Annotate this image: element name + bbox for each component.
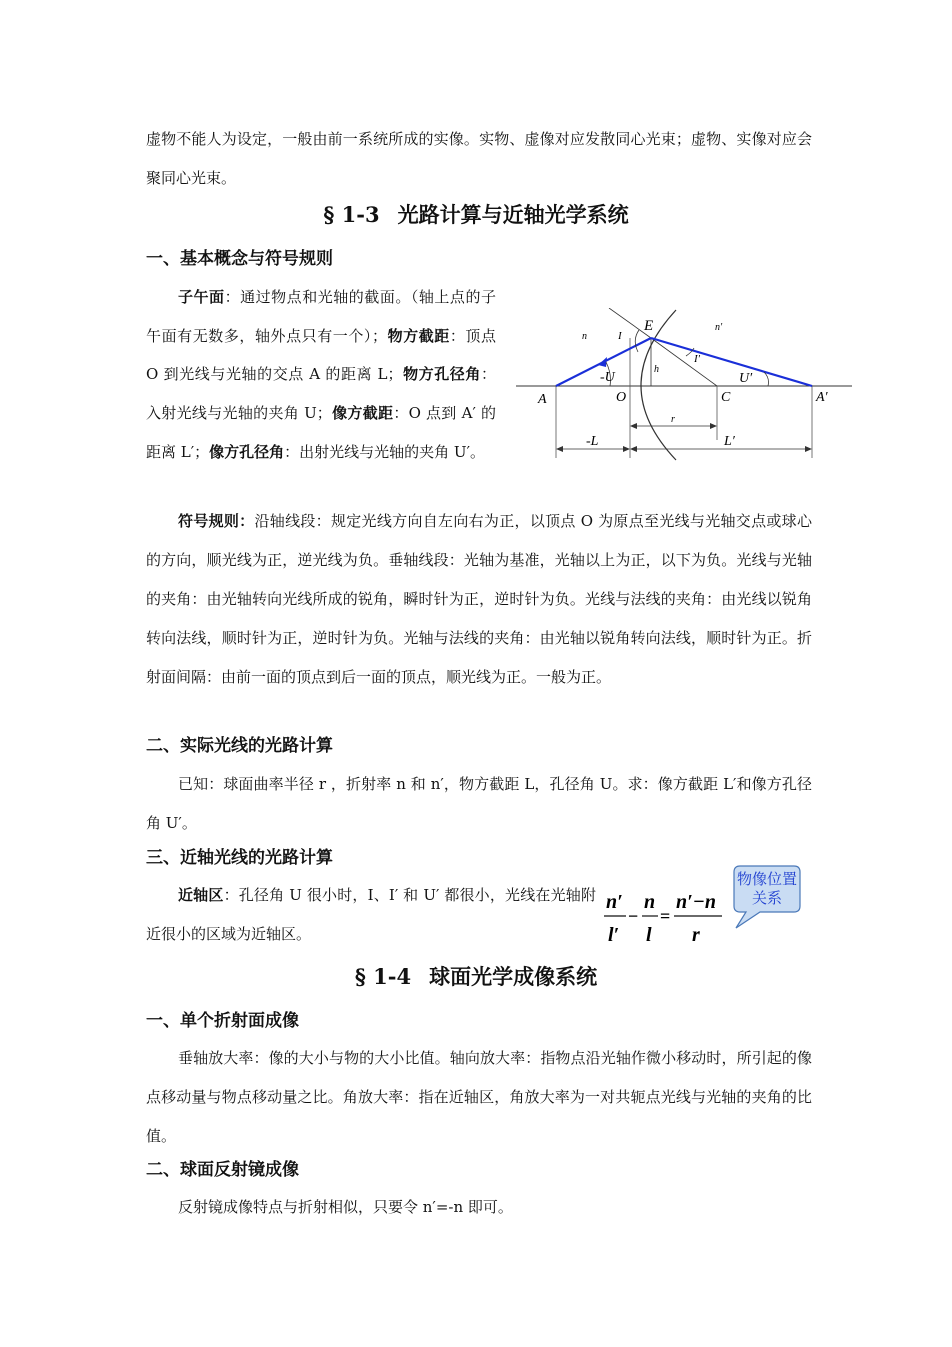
label-U-prime: U′ [739,371,753,386]
label-minus-U: -U [600,370,615,385]
definitions-paragraph [146,278,496,472]
section-1-3-heading [0,200,952,230]
term-object-distance: 物方截距 [387,326,450,345]
intro-paragraph: 虚物不能人为设定，一般由前一系统所成的实像。实物、虚像对应发散同心光束；虚物、实像对应会聚同心光束。 [146,130,812,187]
label-A: A [538,392,547,407]
object-image-formula [598,886,728,948]
sign-rules-text: 沿轴线段：规定光线方向自左向右为正，以顶点 O 为原点至光线与光轴交点或球心的方向，顺光线为正，逆光线为负。垂轴线段：光轴为基准，光轴以上为正，以下为负。光线与光轴的夹角：由光轴转向光线所成的锐角，瞬时针为正，逆时针为负。光线与法线的夹角：由光线以锐角转向法线，顺时针为正，逆时针为负。光轴与法线的夹角：由光轴以锐角转向法线，顺时针为正。折射面间隔：由前一面的顶点到后一面的顶点，顺光线为正。一般为正。 [146,512,812,686]
formula-denominator-3: r [692,924,700,946]
term-paraxial: 近轴区 [178,886,224,904]
formula-equals: = [660,906,671,926]
label-n-prime: n′ [715,322,723,333]
section-1-4-heading [0,962,952,992]
def-text: ：出射光线与光轴的夹角 U′。 [284,442,485,461]
label-C: C [721,390,731,405]
subheading-basic-concepts: 一、基本概念与符号规则 [146,249,333,269]
term-image-distance: 像方截距 [331,404,394,423]
refraction-diagram [514,308,856,470]
label-r: r [671,414,675,425]
section-number: § 1-3 [323,202,380,227]
term-sign-rules: 符号规则： [178,512,255,530]
section-number: § 1-4 [354,964,412,989]
dim-arrow [710,423,717,429]
paraxial-text: ：孔径角 U 很小时，I、I′ 和 U′ 都很小，光线在光轴附近很小的区域为近轴区。 [146,886,596,943]
subheading-single-surface: 一、单个折射面成像 [146,1011,299,1031]
label-minus-L: -L [586,434,599,449]
angle-arc-U2 [764,372,769,386]
dim-arrow [623,446,630,452]
ray-arrow [598,357,607,367]
section-title: 光路计算与近轴光学系统 [397,202,629,227]
label-O: O [616,390,627,405]
angle-arc-I [635,330,639,352]
mirror-paragraph: 反射镜成像特点与折射相似，只要令 n′=-n 即可。 [178,1198,513,1216]
label-I: I [618,330,622,342]
formula-numerator-1: n′ [606,891,623,913]
dim-arrow [630,423,637,429]
subheading-real-ray: 二、实际光线的光路计算 [146,736,333,756]
def-text: ：顶点 O 到光线与光轴的交点 A 的距离 L； [146,326,496,384]
formula-minus: − [628,906,639,926]
label-E: E [644,318,654,334]
subheading-mirror: 二、球面反射镜成像 [146,1160,299,1180]
label-I-prime: I′ [694,353,701,365]
section-title: 球面光学成像系统 [429,964,598,989]
dim-arrow [805,446,812,452]
label-L-prime: L′ [724,434,735,449]
def-text: ：通过物点和光轴的截面。（轴上点的子午面有无数多，轴外点只有一个）； [146,288,496,345]
normal-line [651,338,717,386]
magnification-paragraph: 垂轴放大率：像的大小与物的大小比值。轴向放大率：指物点沿光轴作微小移动时，所引起的像点移动量与物点移动量之比。角放大率：指在近轴区，角放大率为一对共轭点光线与光轴的夹角的比值。 [146,1049,812,1145]
term-object-aperture: 物方孔径角 [402,365,481,384]
def-text: ：O 点到 A′ 的距离 L′； [146,404,496,461]
subheading-paraxial: 三、近轴光线的光路计算 [146,848,333,868]
label-A-prime: A′ [816,390,828,405]
sign-rules-paragraph [146,502,812,697]
formula-numerator-2: n [644,891,656,913]
dim-arrow [556,446,563,452]
dim-arrow [630,446,637,452]
term-meridional-plane: 子午面 [178,288,225,306]
formula-denominator-1: l′ [608,924,620,946]
def-text: ：入射光线与光轴的夹角 U； [146,365,496,423]
term-image-aperture: 像方孔径角 [209,442,285,461]
formula-numerator-3: n′−n [676,891,716,913]
formula-denominator-2: l [646,924,652,946]
callout-text: 物像位置关系 [736,870,797,907]
paraxial-paragraph [146,876,596,954]
refracted-ray [651,338,812,386]
label-n: n [582,331,587,342]
real-ray-paragraph: 已知：球面曲率半径 r ，折射率 n 和 n′，物方截距 L，孔径角 U。求：像方截距 L′和像方孔径角 U′。 [146,775,812,832]
label-h: h [654,364,659,375]
